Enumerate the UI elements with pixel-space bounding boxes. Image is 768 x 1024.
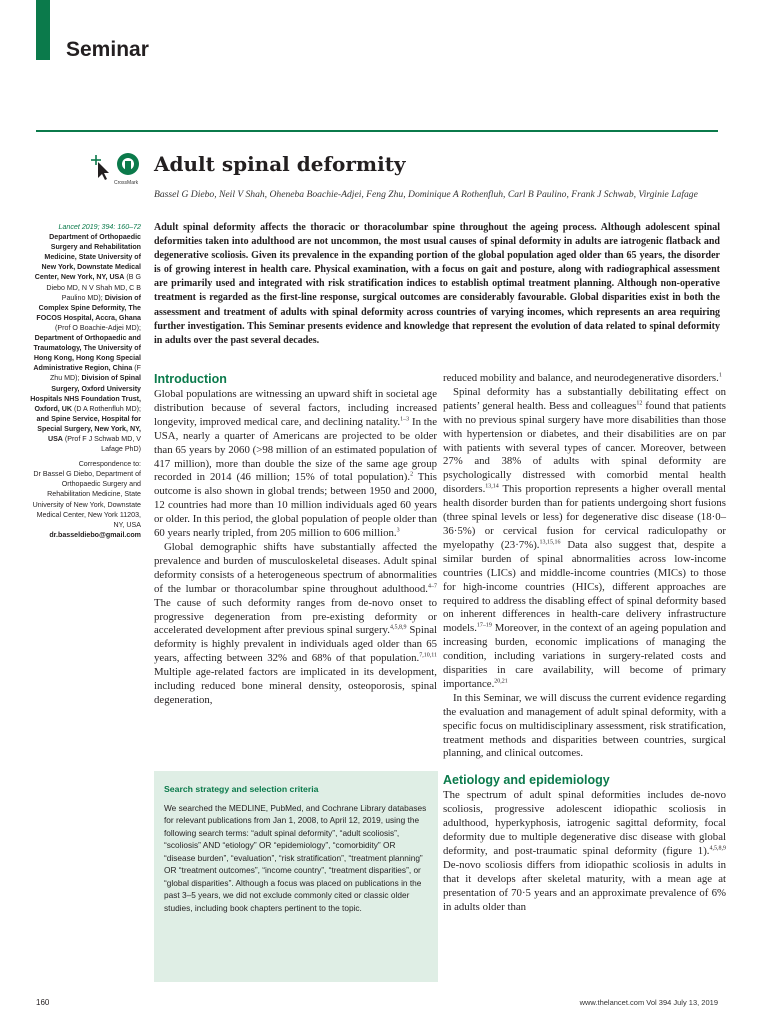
heading-introduction: Introduction <box>154 372 227 386</box>
crossmark-badge[interactable] <box>86 152 146 188</box>
crossmark-label: CrossMark <box>114 180 139 186</box>
journal-footer[interactable]: www.thelancet.com Vol 394 July 13, 2019 <box>579 998 718 1007</box>
affiliation-5-names: (Prof F J Schwab MD, V Lafage PhD) <box>64 434 141 454</box>
correspondence-label: Correspondence to: <box>78 460 141 469</box>
heading-aetiology: Aetiology and epidemiology <box>443 773 610 788</box>
affiliations-sidebar <box>30 222 141 540</box>
affiliation-1-names: (B G Diebo MD, N V Shah MD, C B Paulino MD); <box>46 273 141 302</box>
affiliation-2-names: (Prof O Boachie-Adjei MD); <box>55 323 141 332</box>
affiliation-2: Division of Complex Spine Deformity, The FOCOS Hospital, Accra, Ghana <box>36 293 141 322</box>
body-column-left <box>154 372 437 708</box>
affiliation-5: and Spine Service, Hospital for Special Surgery, New York, NY, USA <box>36 414 141 443</box>
article-title: Adult spinal deformity <box>154 152 406 176</box>
citation: Lancet 2019; 394: 160–72 <box>58 223 141 231</box>
intro-paragraph-4: In this Seminar, we will discuss the current evidence regarding the evaluation and management of adult spinal deformity, with a specific focus on multidisciplinary assessment, risk stratification, treatment methods and disparities between countries, surgical planning, and clinical outcomes. <box>443 691 726 760</box>
section-title: Seminar <box>66 38 149 61</box>
affiliation-4: Division of Spinal Surgery, Oxford University Hospitals NHS Foundation Trust, Oxford, UK <box>30 374 141 413</box>
affiliation-4-names: (D A Rothenfluh MD); <box>73 404 141 413</box>
intro-paragraph-1: Global populations are witnessing an upward shift in societal age distribution because of several factors, including increased longevity, improved medical care, and declining natality.$^{1-3}$ In the USA, nearly a quarter of Americans are projected to be older than 65 years by 2060 (>98 million of an estimated population of 417 million), more than double the size of the same age group recorded in 2014 (46 million; 15% of total population).$^2$ This outcome is also shown in global trends; between 1950 and 2000, 12 countries had more than 10 million individuals aged 60 years or older. In this period, the global population of people older than 60 years nearly tripled, from 205 million to 606 million.$^3$ <box>154 388 438 540</box>
correspondence-address: Dr Bassel G Diebo, Department of Orthopaedic Surgery and Rehabilitation Medicine, State University of New York, Downstate Medical Center, New York 11203, NY, USA <box>32 470 141 529</box>
intro-paragraph-2-continued: reduced mobility and balance, and neurodegenerative disorders.$^1$ <box>443 372 722 384</box>
affiliation-1: Department of Orthopaedic Surgery and Rehabilitation Medicine, State University of New York, Downstate Medical Center, New York, NY, USA <box>34 233 141 282</box>
correspondence-email[interactable]: dr.basseldiebo@gmail.com <box>49 530 141 539</box>
affiliation-3: Department of Orthopaedic and Traumatology, The University of Hong Kong, Hong Kong Special Administrative Region, China <box>33 334 141 373</box>
section-color-bar <box>36 0 50 60</box>
search-strategy-title: Search strategy and selection criteria <box>164 784 319 794</box>
intro-paragraph-3: Spinal deformity has a substantially debilitating effect on patients’ general health. Bess and colleagues$^{12}$ found that patients with no previous spinal surgery have more disabilities than those with hypertension or diabetes, and their disabilities are on par with patients with several types of cancer. Moreover, between 27% and 38% of adults with spinal deformity are psychologically distressed with comorbid mental health disorders.$^{13,14}$ This proportion represents a higher overall mental health disorder burden than for patients undergoing short fusions (three spinal levels or less) for degenerative disc disease (18·0–36·5%) or cervical fusion for cervical radiculopathy or myelopathy (23·7%).$^{13,15,16}$ Data also suggest that, despite a similar burden of spinal abnormalities across low-income countries (LICs) and middle-income countries (MICs) to those for high-income countries (HICs), different approaches are required to address the disabling effect of spinal deformity based on inherent differences in health-care delivery infrastructure models.$^{17-19}$ Moreover, in the context of an ageing population and increasing burden, economic implications of managing the condition, including variations in surgery-related costs and disparities in care availability, will become of primary importance.$^{20,21}$ <box>443 385 726 690</box>
search-strategy-panel <box>154 771 438 982</box>
page-number: 160 <box>36 998 50 1007</box>
affiliation-3-names: (F Zhu MD); <box>49 364 141 383</box>
intro-paragraph-2: Global demographic shifts have substantially affected the prevalence and burden of musculoskeletal diseases. Adult spinal deformity consists of a heterogeneous spectrum of abnormalities of the lumbar or thoracolumbar spine throughout adulthood.$^{4-7}$ The cause of such deformity ranges from de-novo onset to progressive degeneration from pre-existing deformity or accelerated development after previous spinal surgery.$^{4,5,8,9}$ Spinal deformity is highly prevalent in individuals aged older than 65 years, affecting between 32% and 68% of that population.$^{7,10,11}$ Multiple age-related factors are implicated in its development, including reduced bone mineral density, osteoporosis, spinal degeneration, <box>154 540 438 706</box>
abstract: Adult spinal deformity affects the thoracic or thoracolumbar spine throughout the ageing process. Although adolescent spinal deformities taken into adulthood are not uncommon, the most usual causes of spinal deformity in adults are iatrogenic flatback and degenerative scoliosis. Given its prevalence in the expanding portion of the global population aged older than 65 years, the disorder is of growing interest in health care. Physical examination, with a focus on gait and posture, along with radiographical assessment are primarily used and integrated with risk stratification indices to establish optimal treatment planning. Although non-operative treatment is regarded as the first-line response, surgical outcomes are considerably favourable. Global disparities exist in both the assessment and treatment of adults with spinal deformity across countries of varying incomes, which represents an area requiring further investigation. This Seminar presents evidence and knowledge that represent the evolution of data related to spinal deformity in adults over the past several decades. <box>154 222 720 346</box>
author-list: Bassel G Diebo, Neil V Shah, Oheneba Boachie-Adjei, Feng Zhu, Dominique A Rothenfluh, Carl B Paulino, Frank J Schwab, Virginie Lafage <box>154 189 698 200</box>
search-strategy-text: We searched the MEDLINE, PubMed, and Cochrane Library databases for relevant publications from Jan 1, 2008, to April 12, 2019, using the following search terms: “adult spinal deformity”, “adult scoliosis”, “scoliosis” AND “etiology” OR “epidemiology”, “comorbidity” OR “disease burden”, “evaluation”, “risk stratification”, “treatment planning” OR “treatment outcomes”, “income country”, “treatment disparities”, or “global disparities”. Although a focus was placed on publications in the past 3–5 years, we did not exclude commonly cited or classic older studies, including book chapters pertinent to the topic. <box>164 802 427 913</box>
header-rule <box>36 130 718 132</box>
body-column-right <box>443 372 726 915</box>
affiliation-list <box>30 232 141 454</box>
aetiology-paragraph-1: The spectrum of adult spinal deformities includes de-novo scoliosis, progressive adolescent idiopathic scoliosis in adulthood, hyperkyphosis, iatrogenic sagittal deformity, focal deformity due to multiple degenerative disc disease with global deformity, and post-traumatic spinal deformity (figure 1).$^{4,5,8,9}$ De-novo scoliosis differs from idiopathic scoliosis in adults in that it develops after skeletal maturity, with a mean age at presentation of 70·5 years and an approximate prevalence of 6% in adults older than <box>443 789 726 913</box>
